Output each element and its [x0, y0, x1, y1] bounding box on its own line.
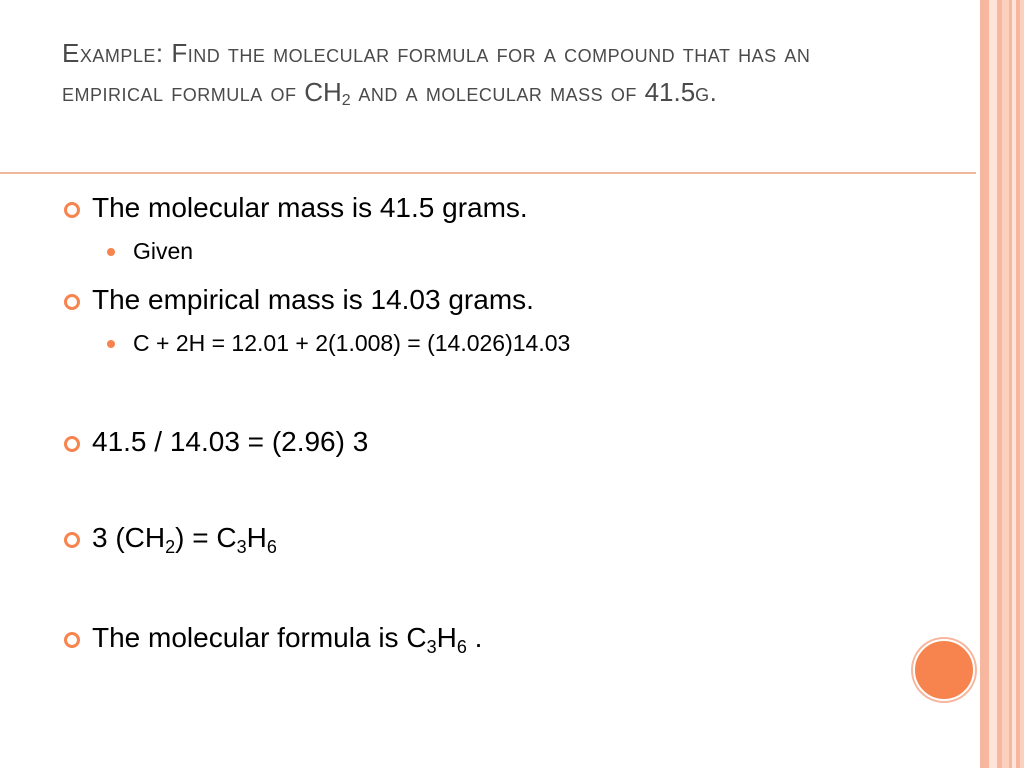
bullet-icon	[64, 202, 80, 218]
bullet-icon	[64, 294, 80, 310]
decorative-circle	[913, 639, 975, 701]
bullet-icon	[64, 532, 80, 548]
bullet-text-formula	[92, 522, 277, 557]
formula-subscript: 6	[266, 537, 277, 557]
title-formula	[304, 77, 350, 107]
formula-subscript: 2	[165, 537, 176, 557]
sub-bullet-icon	[107, 248, 115, 256]
title-formula-main: CH	[304, 77, 342, 107]
formula-part: ) = C	[175, 522, 237, 553]
formula-subscript: 6	[456, 637, 467, 657]
title-text-3: g.	[695, 77, 718, 107]
formula-part: .	[466, 622, 483, 653]
bullet-text-formula	[92, 622, 483, 657]
formula-part: H	[436, 622, 457, 653]
formula-subscript: 3	[426, 637, 437, 657]
bullet-icon	[64, 436, 80, 452]
title-text-1: Example: Find the molecular formula for a compound that has an empirical formula of	[62, 38, 811, 107]
formula-part: H	[246, 522, 267, 553]
title-divider	[0, 172, 976, 174]
bullet-text: 41.5 / 14.03 = (2.96) 3	[92, 426, 369, 457]
formula-subscript: 3	[236, 537, 247, 557]
sub-bullet-text: Given	[133, 238, 194, 264]
title-formula-sub: 2	[341, 92, 351, 109]
bullet-icon	[64, 632, 80, 648]
decorative-stripes	[976, 0, 1024, 768]
bullet-text: The molecular mass is 41.5 grams.	[92, 192, 528, 223]
bullet-text: The empirical mass is 14.03 grams.	[92, 284, 534, 315]
title-text-2: and a molecular mass of	[350, 77, 645, 107]
formula-part: The molecular formula is C	[92, 622, 427, 653]
sub-bullet-icon	[107, 340, 115, 348]
formula-part: 3 (CH	[92, 522, 166, 553]
title-mass: 41.5	[644, 77, 696, 107]
slide-title	[62, 34, 882, 112]
sub-bullet-text: C + 2H = 12.01 + 2(1.008) = (14.026)14.03	[133, 330, 571, 356]
